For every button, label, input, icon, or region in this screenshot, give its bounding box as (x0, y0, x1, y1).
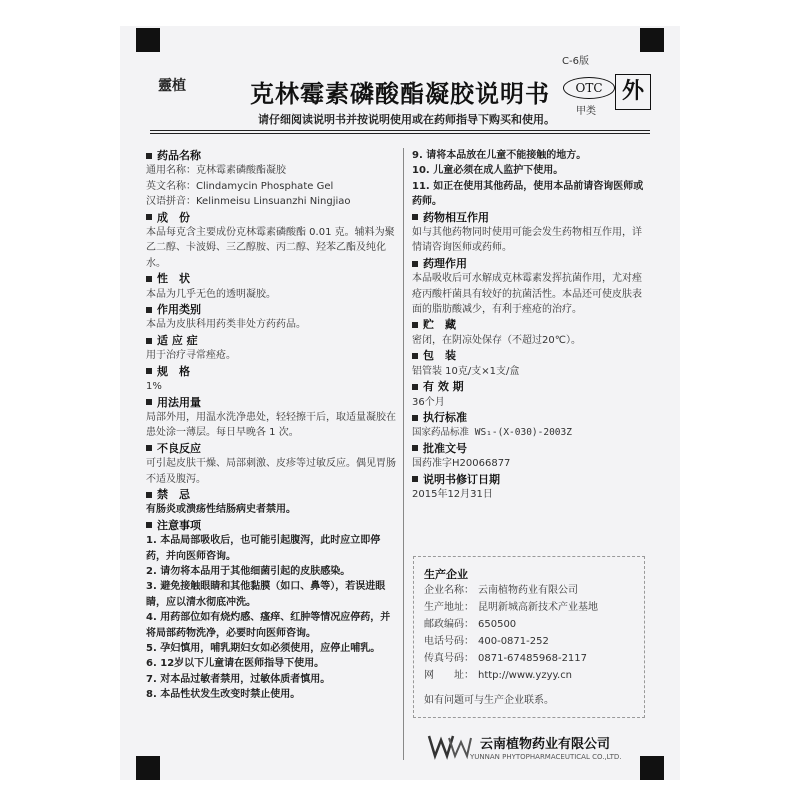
contraindications-text: 有肠炎或溃疡性结肠病史者禁用。 (146, 504, 296, 516)
corner-mark-top-left (136, 28, 160, 52)
section-title: 批准文号 (423, 441, 467, 455)
row-label: 生产地址： (424, 602, 474, 613)
square-bullet-icon (412, 384, 418, 390)
section-header-packaging (412, 348, 650, 363)
square-bullet-icon (412, 261, 418, 267)
otc-badge: OTC (563, 77, 615, 99)
section-header-storage (412, 317, 650, 332)
pinyin-name: 汉语拼音：Kelinmeisu Linsuanzhi Ningjiao (146, 196, 351, 208)
row-label: 网 址： (424, 670, 474, 681)
corner-mark-top-right (640, 28, 664, 52)
section-title: 作用类别 (157, 303, 201, 317)
section-title: 药物相互作用 (423, 210, 489, 224)
standard-text: 国家药品标准 WS₁-(X-030)-2003Z (412, 427, 572, 439)
section-header-approval (412, 441, 650, 456)
manufacturer-box (413, 556, 645, 718)
column-divider (403, 148, 404, 760)
section-title: 说明书修订日期 (423, 472, 500, 486)
corner-mark-bottom-left (136, 756, 160, 780)
properties-text: 本品为几乎无色的透明凝胶。 (146, 288, 276, 300)
left-column (146, 148, 396, 703)
adverse-text: 可引起皮肤干燥、局部刺激、皮疹等过敏反应。偶见胃肠不适及腹泻。 (146, 458, 396, 485)
square-bullet-icon (146, 214, 152, 220)
common-name: 通用名称：克林霉素磷酸酯凝胶 (146, 165, 286, 177)
section-header-adverse (146, 441, 396, 456)
section-title: 适 应 症 (157, 333, 198, 347)
square-bullet-icon (412, 415, 418, 421)
company-name-en: YUNNAN PHYTOPHARMACEUTICAL CO.,LTD. (470, 753, 622, 761)
company-name-cn: 云南植物药业有限公司 (480, 737, 611, 752)
manufacturer-row (414, 582, 644, 599)
section-header-revision (412, 472, 650, 487)
header-divider-thin (150, 133, 650, 134)
precaution-item: 3. 避免接触眼睛和其他黏膜（如口、鼻等），若误进眼睛，应以清水彻底冲洗。 (146, 581, 386, 608)
section-title: 性 状 (157, 272, 190, 286)
manufacturer-note: 如有问题可与生产企业联系。 (424, 695, 554, 706)
manufacturer-row (414, 599, 644, 616)
section-title: 注意事项 (157, 518, 201, 532)
section-title: 包 装 (423, 349, 456, 363)
section-header-expiry (412, 379, 650, 394)
section-title: 不良反应 (157, 441, 201, 455)
row-value: http://www.yzyy.cn (478, 670, 573, 681)
manufacturer-header: 生产企业 (424, 568, 468, 581)
square-bullet-icon (146, 445, 152, 451)
otc-category: 甲类 (576, 106, 596, 117)
indications-text: 用于治疗寻常痤疮。 (146, 350, 236, 362)
row-value: 400-0871-252 (478, 636, 549, 647)
precaution-item: 11. 如正在使用其他药品，使用本品前请咨询医师或药师。 (412, 180, 644, 208)
manufacturer-row (414, 633, 644, 650)
revision-date: 2015年12月31日 (412, 488, 493, 500)
precaution-item: 9. 请将本品放在儿童不能接触的地方。 (412, 150, 587, 161)
precaution-item: 10. 儿童必须在成人监护下使用。 (412, 165, 564, 177)
square-bullet-icon (412, 353, 418, 359)
row-label: 传真号码： (424, 653, 474, 664)
section-header-category (146, 302, 396, 317)
section-header-usage (146, 395, 396, 410)
section-title: 禁 忌 (157, 487, 190, 501)
subtitle-notice: 请仔细阅读说明书并按说明使用或在药师指导下购买和使用。 (258, 113, 555, 126)
section-header-name (146, 148, 396, 163)
section-title: 药品名称 (157, 149, 201, 162)
row-label: 企业名称： (424, 585, 474, 596)
square-bullet-icon (146, 307, 152, 313)
section-title: 贮 藏 (423, 318, 456, 332)
specification-text: 1% (146, 381, 162, 393)
section-header-composition (146, 210, 396, 225)
square-bullet-icon (146, 368, 152, 374)
precaution-item: 1. 本品局部吸收后，也可能引起腹泻，此时应立即停药，并向医师咨询。 (146, 535, 381, 562)
precaution-item: 5. 孕妇慎用，哺乳期妇女如必须使用，应停止哺乳。 (146, 643, 381, 654)
brand-logo: 靈植 (158, 78, 186, 94)
row-value: 昆明新城高新技术产业基地 (478, 602, 598, 613)
row-value: 650500 (478, 619, 517, 630)
row-label: 电话号码： (424, 636, 474, 647)
section-header-interactions (412, 210, 650, 225)
manufacturer-row (414, 650, 644, 667)
square-bullet-icon (146, 522, 152, 528)
square-bullet-icon (412, 445, 418, 451)
english-name: 英文名称：Clindamycin Phosphate Gel (146, 180, 334, 192)
square-bullet-icon (146, 153, 152, 159)
section-title: 成 份 (157, 210, 190, 224)
square-bullet-icon (146, 492, 152, 498)
usage-text: 局部外用，用温水洗净患处，轻轻擦干后，取适量凝胶在患处涂一薄层。每日早晚各 1 次。 (146, 411, 396, 439)
row-value: 0871-67485968-2117 (478, 653, 588, 664)
section-header-precautions (146, 518, 396, 533)
square-bullet-icon (412, 322, 418, 328)
company-logo-icon (427, 732, 473, 760)
pharmacology-text: 本品吸收后可水解成克林霉素发挥抗菌作用，尤对痤疮丙酸杆菌具有较好的抗菌活性。本品还可使皮肤表面的脂肪酸减少，有利于痤疮的治疗。 (412, 273, 642, 316)
version-label: C-6版 (562, 56, 589, 67)
precaution-item: 4. 用药部位如有烧灼感、瘙痒、红肿等情况应停药，并将局部药物洗净，必要时向医师咨询。 (146, 612, 391, 639)
section-header-properties (146, 271, 396, 286)
square-bullet-icon (146, 399, 152, 405)
manufacturer-row (414, 616, 644, 633)
section-header-specification (146, 364, 396, 379)
expiry-text: 36个月 (412, 396, 445, 408)
precaution-item: 8. 本品性状发生改变时禁止使用。 (146, 689, 301, 701)
section-title: 药理作用 (423, 256, 467, 270)
precaution-item: 2. 请勿将本品用于其他细菌引起的皮肤感染。 (146, 565, 351, 577)
section-title: 规 格 (157, 364, 190, 378)
composition-text: 本品每克含主要成份克林霉素磷酸酯 0.01 克。辅料为聚乙二醇、卡波姆、三乙醇胺、丙二醇、羟苯乙酯及纯化水。 (146, 227, 395, 269)
header-divider (150, 130, 650, 131)
storage-text: 密闭，在阴凉处保存（不超过20℃）。 (412, 334, 581, 346)
section-header-indications (146, 333, 396, 348)
approval-number: 国药准字H20066877 (412, 458, 511, 470)
page-title: 克林霉素磷酸酯凝胶说明书 (250, 80, 550, 108)
section-title: 有 效 期 (423, 380, 464, 394)
row-label: 邮政编码： (424, 619, 474, 630)
precaution-item: 7. 对本品过敏者禁用，过敏体质者慎用。 (146, 673, 331, 685)
square-bullet-icon (146, 276, 152, 282)
square-bullet-icon (412, 214, 418, 220)
section-title: 执行标准 (423, 410, 467, 424)
precaution-item: 6. 12岁以下儿童请在医师指导下使用。 (146, 658, 325, 670)
section-title: 用法用量 (157, 395, 201, 409)
right-column (412, 148, 650, 502)
packaging-text: 铝管装 10克/支×1支/盒 (412, 365, 520, 377)
interactions-text: 如与其他药物同时使用可能会发生药物相互作用，详情请咨询医师或药师。 (412, 227, 642, 254)
square-bullet-icon (412, 476, 418, 482)
section-header-contraindications (146, 487, 396, 502)
corner-mark-bottom-right (640, 756, 664, 780)
section-header-standard (412, 410, 650, 425)
manufacturer-row (414, 667, 644, 684)
section-header-pharmacology (412, 256, 650, 271)
category-text: 本品为皮肤科用药类非处方药药品。 (146, 319, 306, 331)
row-value: 云南植物药业有限公司 (478, 585, 578, 596)
external-use-badge: 外 (615, 74, 651, 110)
square-bullet-icon (146, 338, 152, 344)
